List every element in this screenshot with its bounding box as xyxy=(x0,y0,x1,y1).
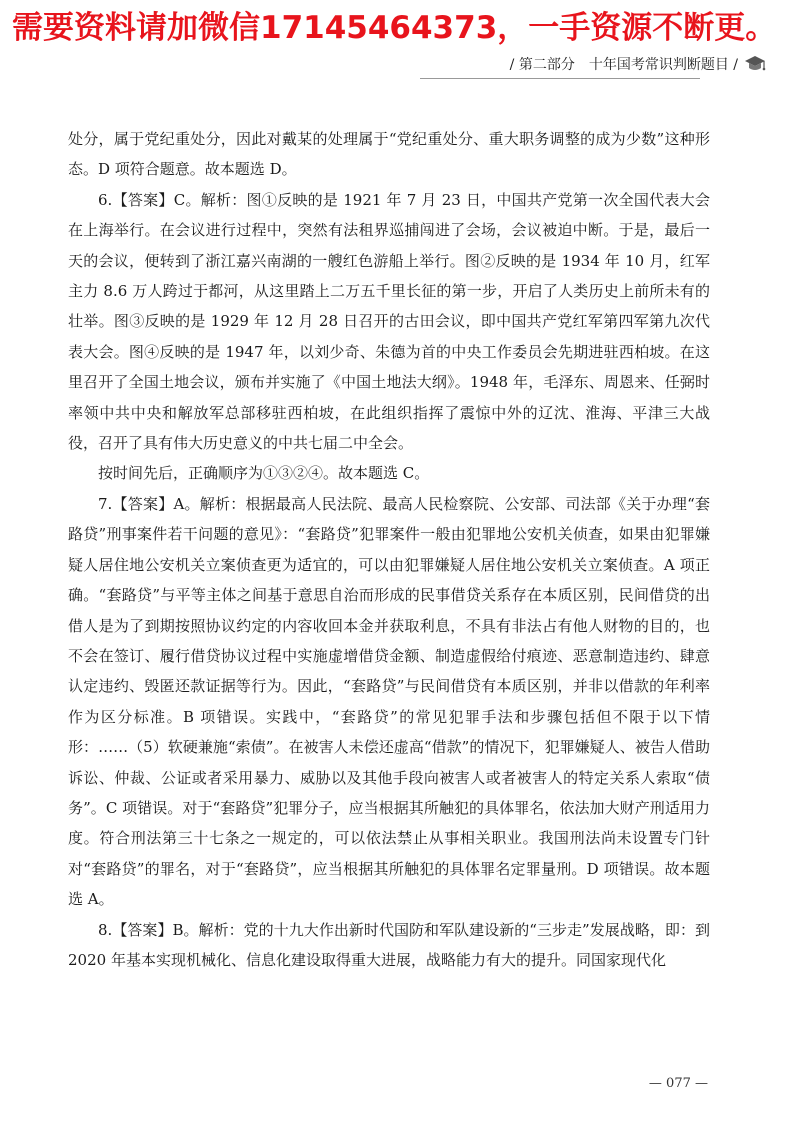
header-rule xyxy=(420,78,700,79)
running-head xyxy=(510,52,766,76)
graduation-cap-icon xyxy=(744,54,766,74)
running-head-title: / 第二部分 十年国考常识判断题目 / xyxy=(509,57,738,73)
answer-content xyxy=(68,124,710,975)
paragraph-q6: 6.【答案】C。解析：图①反映的是 1921 年 7 月 23 日，中国共产党第一次全国代表大会在上海举行。在会议进行过程中，突然有法租界巡捕闯进了会场，会议被迫中断。于是，最后一天的会议，便转到了浙江嘉兴南湖的一艘红色游船上举行。图②反映的是 1934 年 10 月，红军主力 8.6 万人跨过于都河，从这里踏上二万五千里长征的第一步，开启了人类历史上前所未有的壮举。图③反映的是 1929 年 12 月 28 日召开的古田会议，即中国共产党红军第四军第九次代表大会。图④反映的是 1947 年，以刘少奇、朱德为首的中央工作委员会先期进驻西柏坡。在这里召开了全国土地会议，颁布并实施了《中国土地法大纲》。1948 年，毛泽东、周恩来、任弼时率领中共中央和解放军总部移驻西柏坡，在此组织指挥了震惊中外的辽沈、淮海、平津三大战役，召开了具有伟大历史意义的中共七届二中全会。 xyxy=(68,190,710,453)
paragraph-q6-conclusion: 按时间先后，正确顺序为①③②④。故本题选 C。 xyxy=(98,464,430,483)
watermark-banner: 需要资料请加微信17145464373，一手资源不断更。 xyxy=(12,10,777,46)
page-number: — 077 — xyxy=(648,1076,708,1091)
paragraph-q7: 7.【答案】A。解析：根据最高人民法院、最高人民检察院、公安部、司法部《关于办理“套路贷”刑事案件若干问题的意见》：“套路贷”犯罪案件一般由犯罪地公安机关侦查，如果由犯罪嫌疑人居住地公安机关立案侦查更为适宜的，可以由犯罪嫌疑人居住地公安机关立案侦查。A 项正确。“套路贷”与平等主体之间基于意思自治而形成的民事借贷关系存在本质区别，民间借贷的出借人是为了到期按照协议约定的内容收回本金并获取利息，不具有非法占有他人财物的目的，也不会在签订、履行借贷协议过程中实施虚增借贷金额、制造虚假给付痕迹、恶意制造违约、肆意认定违约、毁匿还款证据等行为。因此，“套路贷”与民间借贷有本质区别，并非以借款的年利率作为区分标准。B 项错误。实践中，“套路贷”的常见犯罪手法和步骤包括但不限于以下情形：……（5）软硬兼施“索债”。在被害人未偿还虚高“借款”的情况下，犯罪嫌疑人、被告人借助诉讼、仲裁、公证或者采用暴力、威胁以及其他手段向被害人或者被害人的特定关系人索取“债务”。C 项错误。对于“套路贷”犯罪分子，应当根据其所触犯的具体罪名，依法加大财产刑适用力度。符合刑法第三十七条之一规定的，可以依法禁止从事相关职业。我国刑法尚未设置专门针对“套路贷”的罪名，对于“套路贷”，应当根据其所触犯的具体罪名定罪量刑。D 项错误。故本题选 A。 xyxy=(68,494,710,909)
paragraph-continuation: 处分，属于党纪重处分，因此对戴某的处理属于“党纪重处分、重大职务调整的成为少数”这种形态。D 项符合题意。故本题选 D。 xyxy=(68,130,710,179)
paragraph-q8: 8.【答案】B。解析：党的十九大作出新时代国防和军队建设新的“三步走”发展战略，即：到 2020 年基本实现机械化、信息化建设取得重大进展，战略能力有大的提升。同国家现代化 xyxy=(68,920,710,969)
